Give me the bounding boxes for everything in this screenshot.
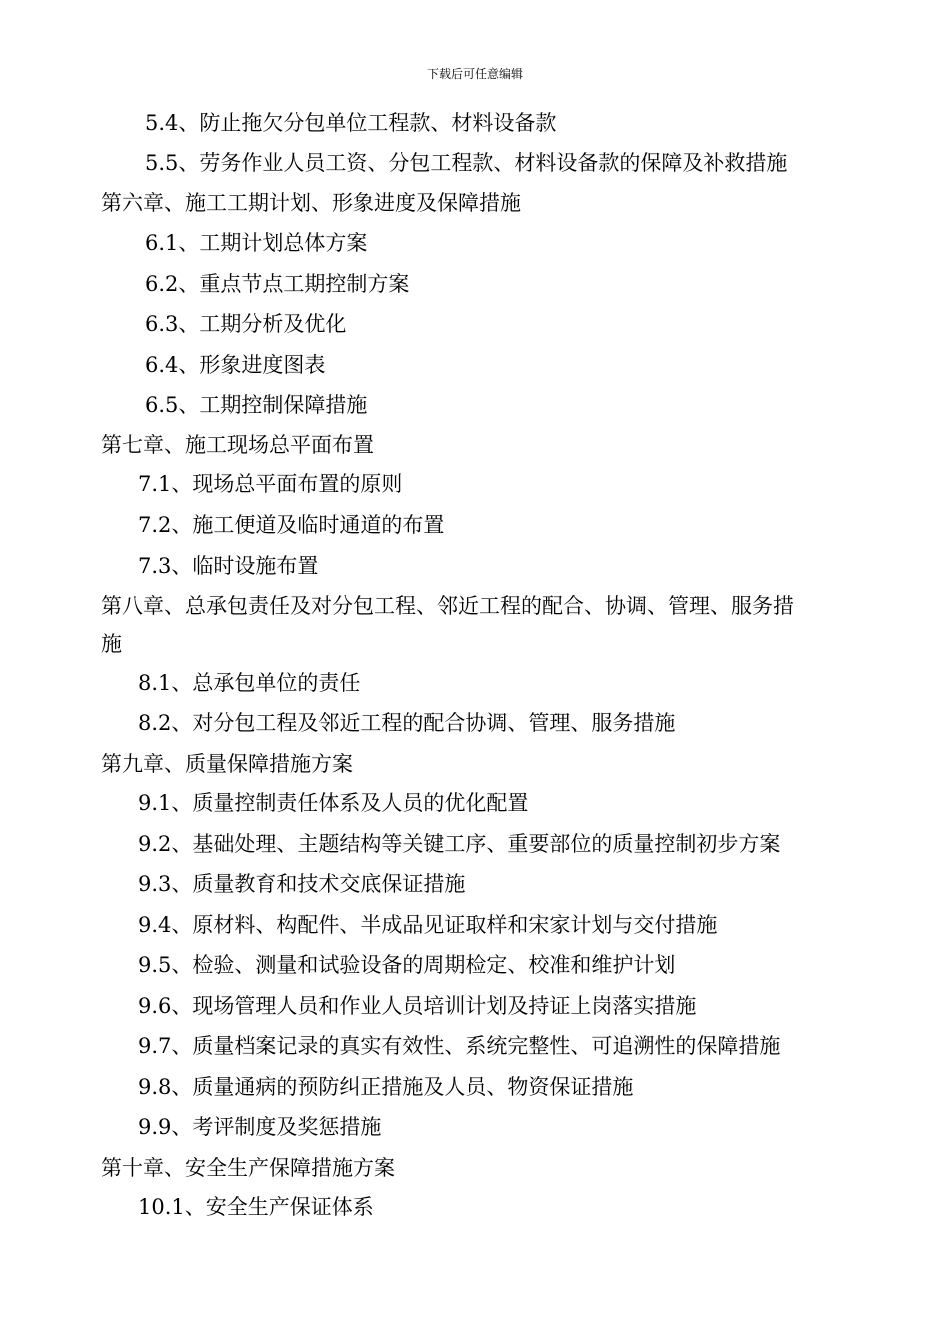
- toc-chapter-8: 第八章、总承包责任及对分包工程、邻近工程的配合、协调、管理、服务措: [101, 594, 794, 618]
- toc-entry-6-3: 6.3、工期分析及优化: [145, 312, 347, 336]
- toc-chapter-6: 第六章、施工工期计划、形象进度及保障措施: [101, 191, 521, 215]
- toc-entry-6-1: 6.1、工期计划总体方案: [145, 231, 368, 255]
- toc-entry-6-4: 6.4、形象进度图表: [145, 353, 326, 377]
- toc-entry-6-2: 6.2、重点节点工期控制方案: [145, 272, 410, 296]
- toc-entry-6-5: 6.5、工期控制保障措施: [145, 393, 368, 417]
- toc-entry-9-3: 9.3、质量教育和技术交底保证措施: [138, 872, 466, 896]
- toc-entry-7-3: 7.3、临时设施布置: [138, 554, 319, 578]
- toc-entry-9-6: 9.6、现场管理人员和作业人员培训计划及持证上岗落实措施: [138, 994, 697, 1018]
- toc-entry-9-4: 9.4、原材料、构配件、半成品见证取样和宋家计划与交付措施: [138, 913, 718, 937]
- toc-entry-9-5: 9.5、检验、测量和试验设备的周期检定、校准和维护计划: [138, 953, 676, 977]
- toc-entry-9-7: 9.7、质量档案记录的真实有效性、系统完整性、可追溯性的保障措施: [138, 1034, 781, 1058]
- toc-chapter-10: 第十章、安全生产保障措施方案: [101, 1156, 395, 1180]
- toc-entry-9-1: 9.1、质量控制责任体系及人员的优化配置: [138, 791, 529, 815]
- toc-entry-8-1: 8.1、总承包单位的责任: [138, 671, 361, 695]
- toc-entry-10-1: 10.1、安全生产保证体系: [138, 1195, 374, 1219]
- toc-entry-9-8: 9.8、质量通病的预防纠正措施及人员、物资保证措施: [138, 1075, 634, 1099]
- toc-entry-7-2: 7.2、施工便道及临时通道的布置: [138, 513, 445, 537]
- toc-entry-8-2: 8.2、对分包工程及邻近工程的配合协调、管理、服务措施: [138, 711, 676, 735]
- toc-chapter-9: 第九章、质量保障措施方案: [101, 752, 353, 776]
- toc-entry-5-5: 5.5、劳务作业人员工资、分包工程款、材料设备款的保障及补救措施: [145, 151, 788, 175]
- toc-entry-9-9: 9.9、考评制度及奖惩措施: [138, 1115, 382, 1139]
- toc-entry-5-4: 5.4、防止拖欠分包单位工程款、材料设备款: [145, 111, 557, 135]
- toc-chapter-8-continued: 施: [101, 632, 122, 656]
- toc-entry-9-2: 9.2、基础处理、主题结构等关键工序、重要部位的质量控制初步方案: [138, 832, 781, 856]
- toc-chapter-7: 第七章、施工现场总平面布置: [101, 433, 374, 457]
- toc-entry-7-1: 7.1、现场总平面布置的原则: [138, 472, 403, 496]
- page-header: 下载后可任意编辑: [426, 67, 523, 81]
